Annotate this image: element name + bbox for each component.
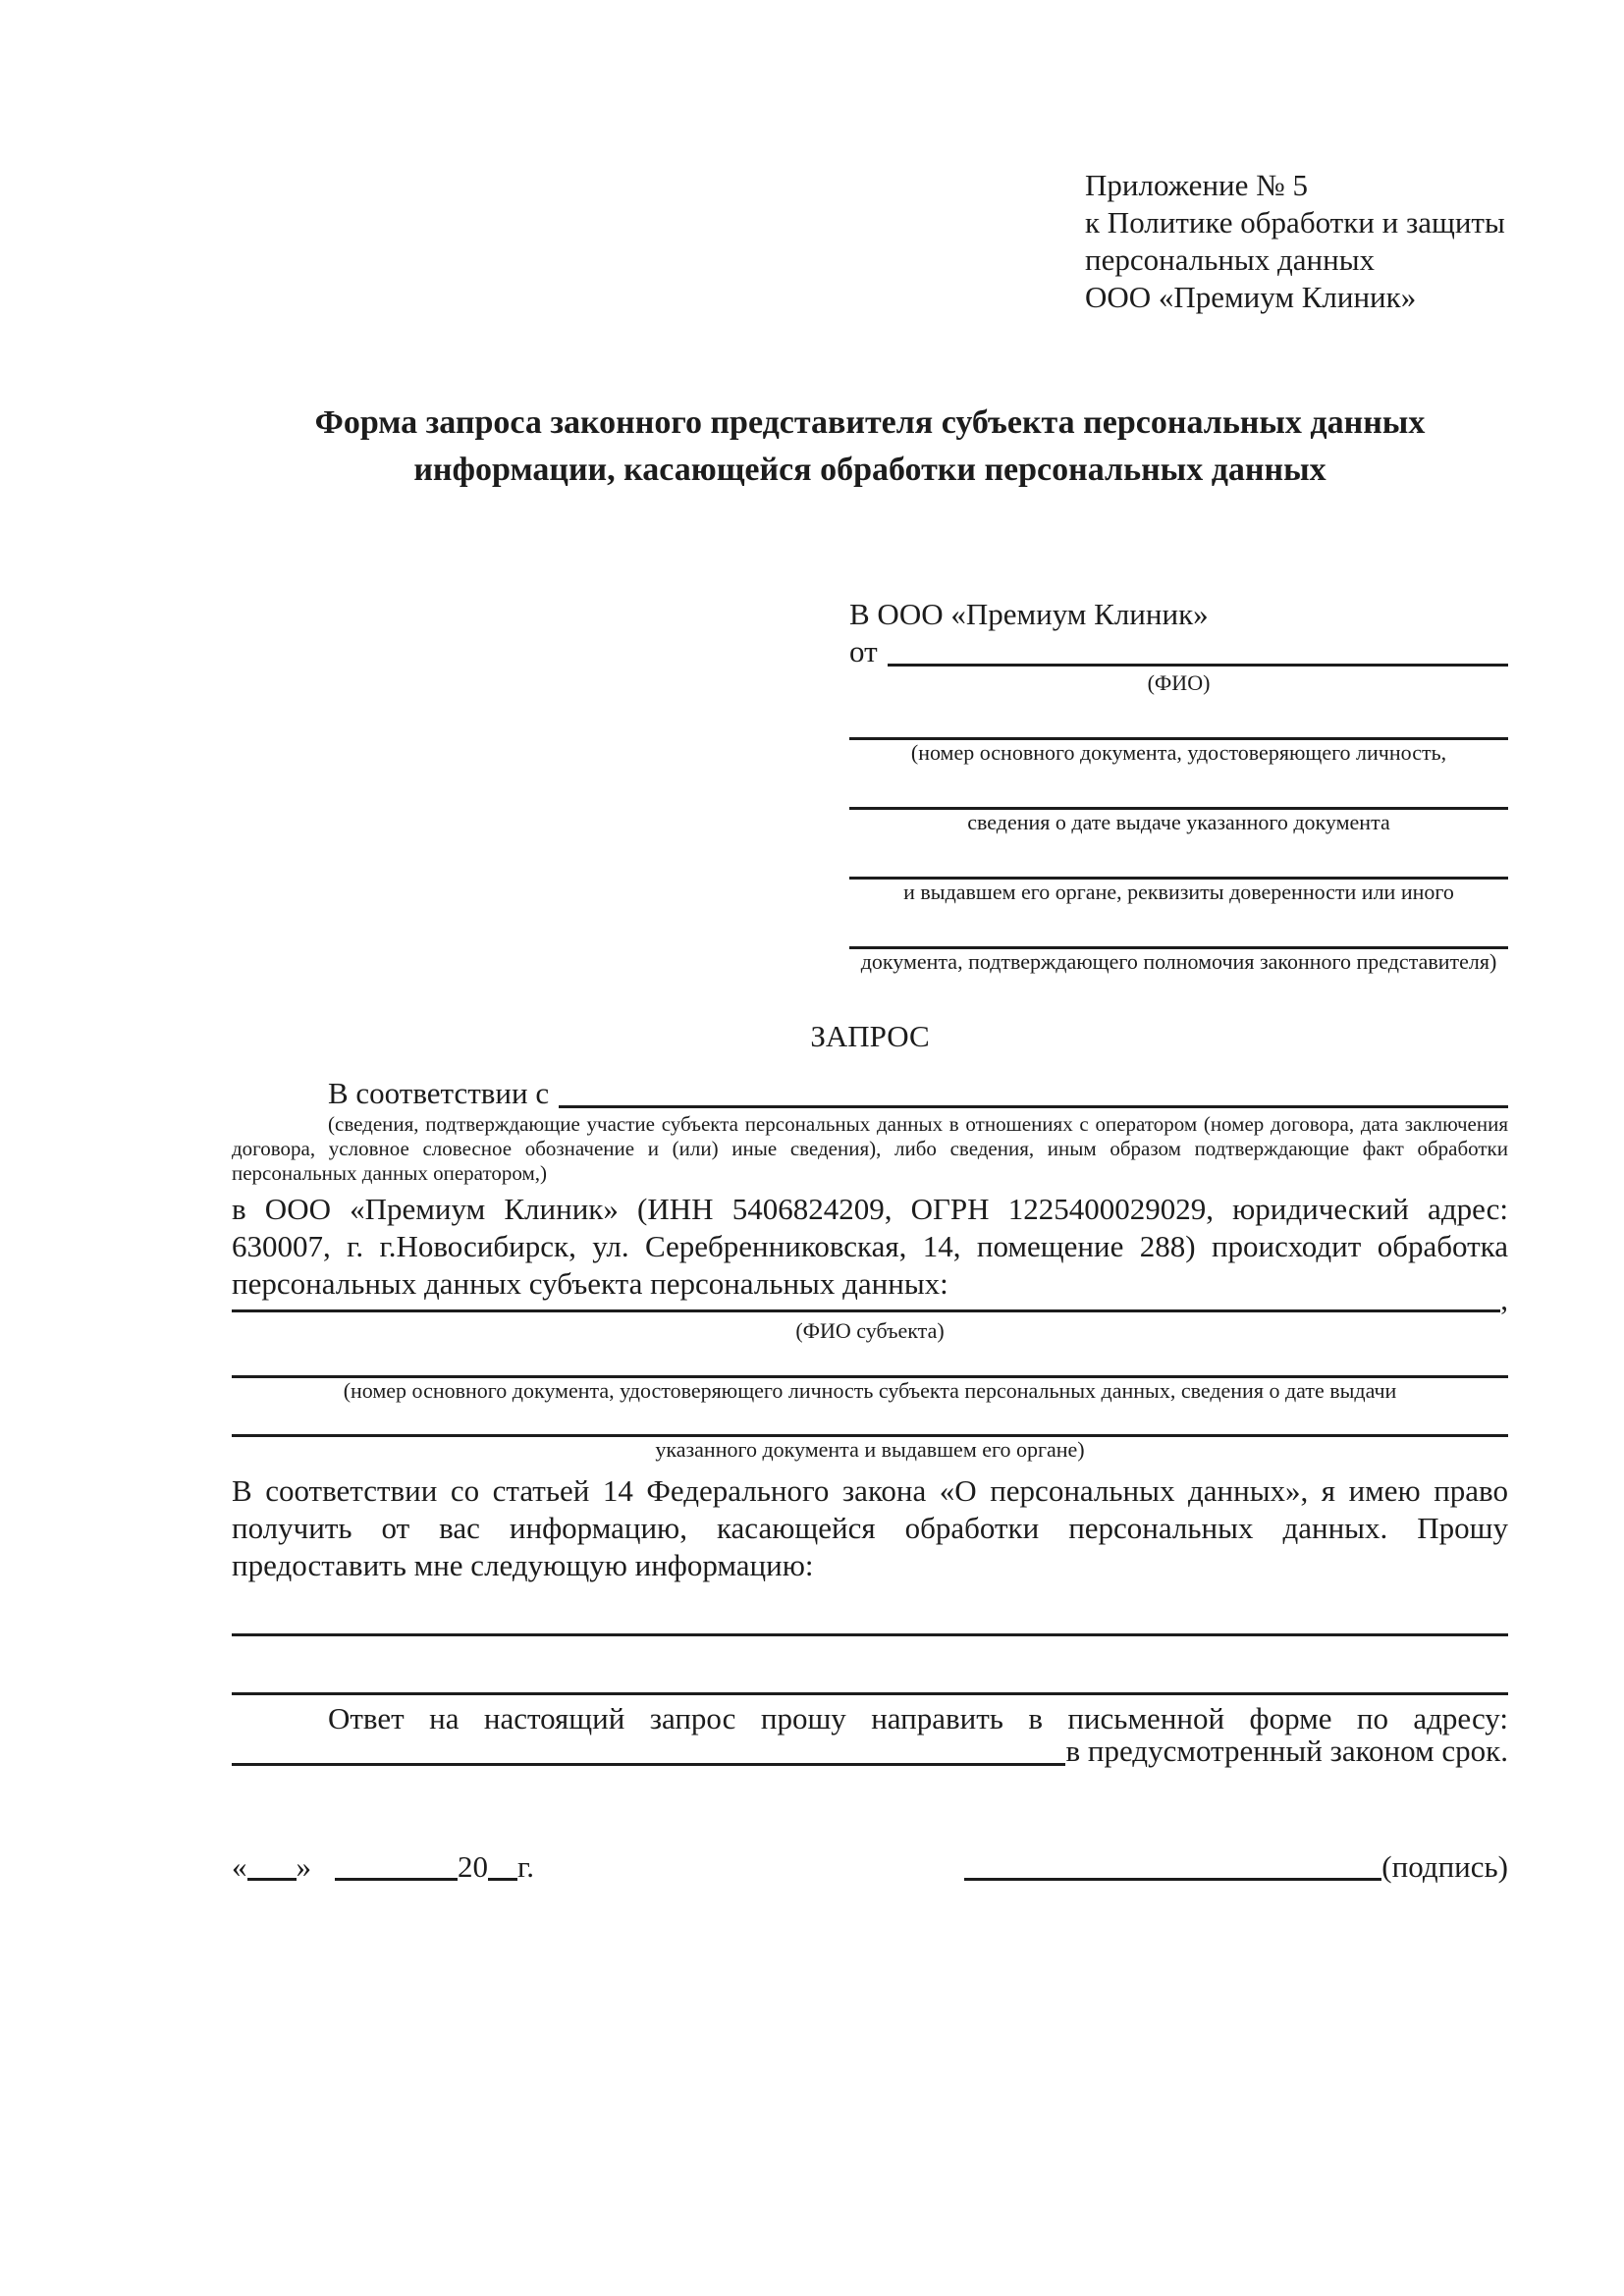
caption-power-of-attorney: документа, подтверждающего полномочия законного представителя): [860, 949, 1497, 974]
caption-issuing-authority: и выдавшем его органе, реквизиты доверенности или иного: [903, 880, 1454, 904]
caption-fio: (ФИО): [1147, 670, 1211, 695]
signature-blank-line: [964, 1868, 1381, 1881]
power-of-attorney-blank-line: [849, 905, 1508, 949]
caption-subject-document-authority: указанного документа и выдавшем его органе): [655, 1437, 1085, 1462]
basis-blank-line: [559, 1105, 1508, 1108]
addressee-block: [849, 596, 1508, 975]
addressee-from-label: от: [849, 634, 878, 668]
law-paragraph: В соответствии со статьей 14 Федерального закона «О персональных данных», я имею право получить от вас информацию, касающейся обработки персональных данных. Прошу предоставить мне следующую информацию:: [232, 1473, 1508, 1582]
appendix-line: персональных данных: [1085, 242, 1376, 277]
intro-row: [232, 1075, 1508, 1112]
document-number-blank-line: [849, 696, 1508, 740]
document-title-line: информации, касающейся обработки персональных данных: [413, 452, 1326, 488]
addressee-to: В ООО «Премиум Клиник»: [849, 597, 1209, 631]
request-heading: ЗАПРОС: [810, 1019, 930, 1053]
subject-document-authority-blank-line: [232, 1404, 1508, 1437]
caption-subject-fio: (ФИО субъекта): [795, 1318, 945, 1343]
signature-group: [964, 1848, 1508, 1886]
fineprint-note: (сведения, подтверждающие участие субъекта персональных данных в отношениях с оператором (номер договора, дата заключения договора, условное словесное обозначение и (или) иные сведения), либо сведения, иным образом подтверждающие факт обработки персональных данных оператором,): [232, 1112, 1508, 1185]
addressee-from-row: [849, 633, 1508, 670]
comma-text: ,: [1500, 1282, 1508, 1316]
fio-blank-line: [888, 664, 1508, 667]
address-blank-line: [232, 1763, 1065, 1766]
caption-signature: (подпись): [1381, 1849, 1508, 1884]
appendix-line: Приложение № 5: [1085, 168, 1308, 202]
information-blank-line: [232, 1584, 1508, 1636]
year-suffix-text: г.: [517, 1849, 534, 1884]
caption-subject-document: (номер основного документа, удостоверяющего личность субъекта персональных данных, сведения о дате выдачи: [343, 1378, 1397, 1403]
quote-open-text: «: [232, 1849, 247, 1884]
year-prefix-text: 20: [458, 1849, 488, 1884]
day-blank-line: [247, 1868, 297, 1881]
quote-close-text: »: [296, 1849, 311, 1884]
appendix-line: ООО «Премиум Клиник»: [1085, 280, 1417, 314]
subject-document-blank-line: [232, 1344, 1508, 1378]
operator-paragraph: в ООО «Премиум Клиник» (ИНН 5406824209, ОГРН 1225400029029, юридический адрес: 630007, г. г.Новосибирск, ул. Серебренниковская, 14, помещение 288) происходит обработка персональных данных субъекта персональных данных:: [232, 1192, 1508, 1301]
document-title-line: Форма запроса законного представителя субъекта персональных данных: [314, 404, 1426, 441]
response-tail-text: в предусмотренный законом срок.: [1065, 1734, 1508, 1768]
caption-document-number: (номер основного документа, удостоверяющего личность,: [910, 740, 1447, 765]
date-group: [232, 1848, 534, 1886]
document-title: [232, 400, 1508, 494]
issuing-authority-blank-line: [849, 835, 1508, 880]
appendix-header: [1085, 167, 1508, 316]
intro-label: В соответствии с: [328, 1076, 550, 1110]
response-paragraph: Ответ на настоящий запрос прошу направить в письменной форме по адресу:: [328, 1701, 1508, 1735]
year-blank-line: [488, 1868, 517, 1881]
caption-issue-date: сведения о дате выдаче указанного документа: [967, 810, 1390, 834]
information-blank-line: [232, 1636, 1508, 1695]
footer-row: [232, 1846, 1508, 1886]
response-address-row: [232, 1734, 1508, 1770]
subject-fio-blank-line: [232, 1309, 1500, 1312]
month-blank-line: [335, 1868, 458, 1881]
appendix-line: к Политике обработки и защиты: [1085, 205, 1505, 240]
issue-date-blank-line: [849, 766, 1508, 810]
